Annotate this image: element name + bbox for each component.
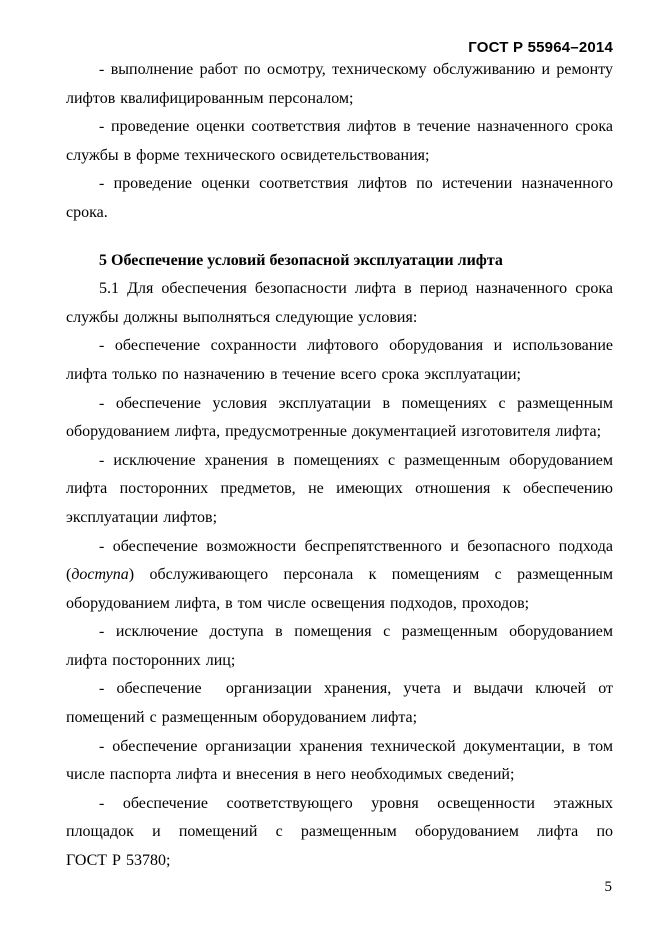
paragraph: - обеспечение условия эксплуатации в помещениях с размещенным оборудованием лифта, предусмотренные документацией изготовителя лифта;: [66, 394, 613, 441]
document-header: ГОСТ Р 55964–2014: [468, 39, 613, 56]
paragraph: - выполнение работ по осмотру, техническому обслуживанию и ремонту лифтов квалифицированным персоналом;: [66, 61, 613, 107]
paragraph: - проведение оценки соответствия лифтов в течение назначенного срока службы в форме технического освидетельствования;: [66, 118, 613, 164]
paragraph: 5.1 Для обеспечения безопасности лифта в период назначенного срока службы должны выполняться следующие условия:: [66, 280, 613, 326]
italic-term: доступа: [71, 566, 129, 584]
section-heading: 5 Обеспечение условий безопасной эксплуатации лифта: [99, 251, 503, 269]
paragraph: - обеспечение сохранности лифтового оборудования и использование лифта только по назначению в течение всего срока эксплуатации;: [66, 337, 613, 383]
paragraph: - исключение доступа в помещения с размещенным оборудованием лифта посторонних лиц;: [66, 623, 613, 669]
page-number: 5: [604, 879, 612, 895]
paragraph: - обеспечение соответствующего уровня освещенности этажных площадок и помещений с размещенным оборудованием лифта по ГОСТ Р 53780;: [66, 794, 613, 870]
paragraph: - обеспечение возможности беспрепятственного и безопасного подхода (доступа) обслуживающего персонала к помещениям с размещенным оборудованием лифта, в том числе освещения подходов, проходов;: [66, 537, 613, 612]
paragraph: - проведение оценки соответствия лифтов по истечении назначенного срока.: [66, 175, 613, 221]
document-body: [66, 56, 613, 876]
paragraph: - обеспечение организации хранения технической документации, в том числе паспорта лифта и внесения в него необходимых сведений;: [66, 737, 613, 784]
paragraph: - исключение хранения в помещениях с размещенным оборудованием лифта посторонних предметов, не имеющих отношения к обеспечению эксплуатации лифтов;: [66, 451, 613, 526]
paragraph: - обеспечение организации хранения, учета и выдачи ключей от помещений с размещенным оборудованием лифта;: [66, 680, 613, 727]
